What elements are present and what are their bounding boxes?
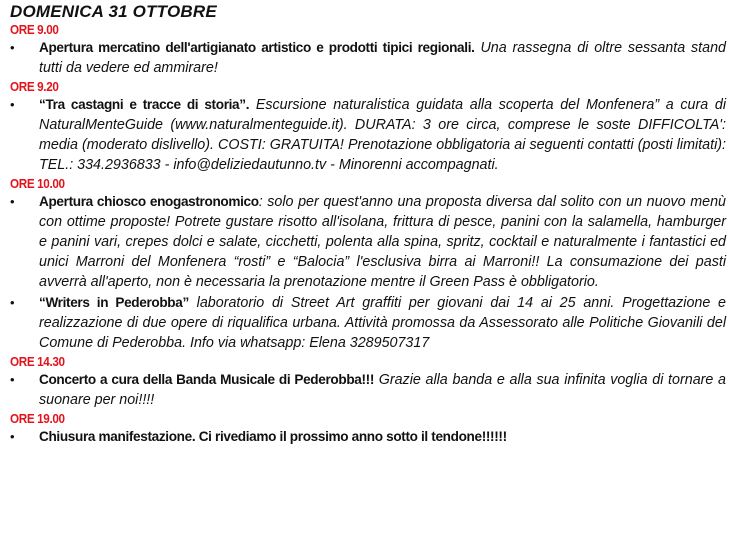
bullet-icon: • bbox=[10, 40, 15, 55]
time-label: ORE 19.00 bbox=[10, 411, 65, 426]
item-description: Escursione naturalistica guidata alla scoperta del Monfenera” a cura di NaturalMenteGuide (www.naturalmenteguide.it). DURATA: 3 ore circa, comprese le soste DIFFICOLTA': media (moderato dislivello). COSTI: GRATUITA! Prenotazione obbligatoria ai seguenti contatti (posti limitati): TEL.: 334.2936833 - info@deliziedautunno.tv - Minorenni accompagnati. bbox=[39, 97, 726, 173]
time-label: ORE 9.00 bbox=[10, 22, 59, 37]
item-description: Grazie alla banda e alla sua infinita voglia di tornare a suonare per noi!!!! bbox=[39, 372, 726, 408]
bullet-icon: • bbox=[10, 97, 15, 112]
bullet-icon: • bbox=[10, 194, 15, 209]
schedule-item bbox=[10, 38, 726, 78]
item-description: Una rassegna di oltre sessanta stand tutti da vedere ed ammirare! bbox=[39, 40, 726, 76]
schedule-item bbox=[10, 370, 726, 410]
day-title: DOMENICA 31 OTTOBRE bbox=[10, 2, 217, 21]
schedule-item bbox=[10, 192, 726, 292]
schedule-item bbox=[10, 427, 726, 447]
item-title: “Tra castagni e tracce di storia”. bbox=[39, 97, 250, 112]
item-title: Apertura chiosco enogastronomico bbox=[39, 194, 259, 209]
time-label: ORE 10.00 bbox=[10, 176, 65, 191]
item-description: laboratorio di Street Art graffiti per giovani dai 14 ai 25 anni. Progettazione e realizzazione di due opere di riqualifica urbana. Attività promossa da Assessorato alle Politiche Giovanili del Comune di Pederobba. Info via whatsapp: Elena 3289507317 bbox=[39, 295, 727, 351]
bullet-icon: • bbox=[10, 429, 15, 444]
item-title: Apertura mercatino dell'artigianato artistico e prodotti tipici regionali. bbox=[39, 40, 475, 55]
bullet-icon: • bbox=[10, 372, 15, 387]
time-label: ORE 9.20 bbox=[10, 79, 59, 94]
item-title: “Writers in Pederobba” bbox=[39, 295, 189, 310]
item-title: Concerto a cura della Banda Musicale di Pederobba!!! bbox=[39, 372, 375, 387]
item-title: Chiusura manifestazione. Ci rivediamo il prossimo anno sotto il tendone!!!!!! bbox=[39, 429, 507, 444]
item-description: : solo per quest'anno una proposta diversa dal solito con un nuovo menù con ottime proposte! Potrete gustare risotto all'isolana, frittura di pesce, panini con la salamella, hamburger e panini vari, crepes dolci e salate, cicchetti, polenta alla spina, spritz, cocktail e naturalmente i fantastici ed unici Marroni del Monfenera “rosti” e “Balocia” l'esclusiva birra ai Marroni!! La consumazione dei pasti avverrà all'aperto, non è necessaria la prenotazione mentre il Green Pass è obbligatorio. bbox=[39, 194, 726, 290]
time-label: ORE 14.30 bbox=[10, 354, 65, 369]
schedule-item bbox=[10, 293, 726, 353]
schedule-item bbox=[10, 95, 726, 175]
bullet-icon: • bbox=[10, 295, 15, 310]
